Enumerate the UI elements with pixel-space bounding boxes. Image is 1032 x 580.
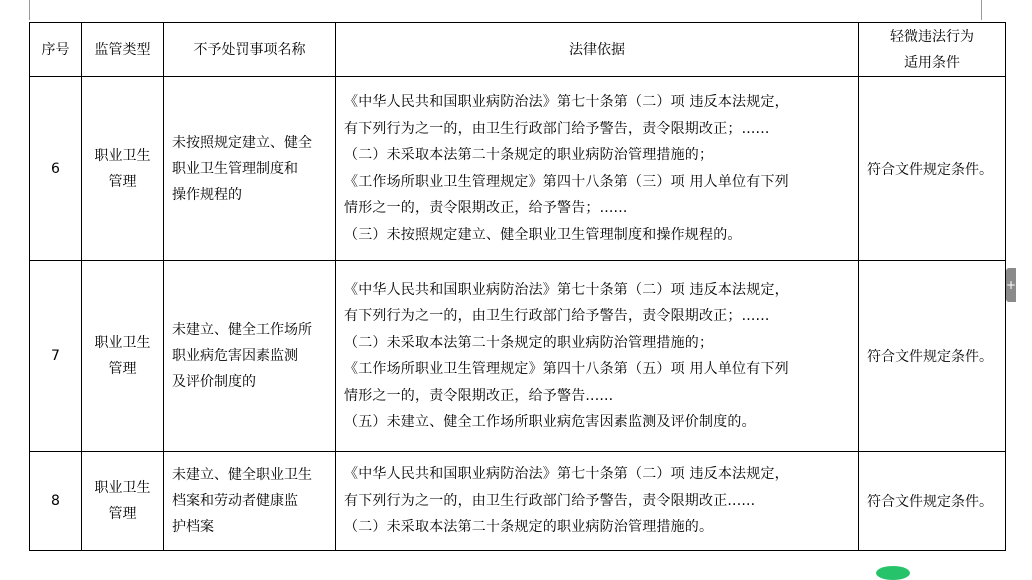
row-legal-basis [336,77,859,261]
legal-basis-line: 有下列行为之一的，由卫生行政部门给予警告，责令限期改正；...... [344,308,770,324]
legal-basis-line: 有下列行为之一的，由卫生行政部门给予警告，责令限期改正...... [344,492,756,509]
header-category: 监管类型 [82,23,164,77]
item-name-line: 护档案 [172,519,214,535]
row-category [82,452,164,551]
legal-basis-line: 情形之一的，责令限期改正，给予警告；...... [344,200,628,216]
header-condition-line: 轻微违法行为 [890,28,974,45]
row-legal-basis [336,452,859,551]
row-number: 6 [30,77,82,261]
row-item-name [164,452,336,551]
category-line: 管理 [108,506,137,522]
plus-icon: + [1006,278,1017,292]
category-line: 管理 [108,173,137,190]
side-expand-tab[interactable] [1006,268,1016,302]
page-corner-mark-left [29,0,30,20]
legal-basis-line: 《中华人民共和国职业病防治法》第七十条第（二）项 违反本法规定， [344,281,789,298]
legal-basis-line: 《工作场所职业卫生管理规定》第四十八条第（五）项 用人单位有下列 [344,361,789,377]
legal-basis-line: （三）未按照规定建立、健全职业卫生管理制度和操作规程的。 [344,226,742,243]
row-condition: 符合文件规定条件。 [859,77,1006,261]
category-line: 职业卫生 [94,480,151,496]
header-condition [859,23,1006,77]
legal-basis-line: 《中华人民共和国职业病防治法》第七十条第（二）项 违反本法规定， [344,466,789,483]
header-legal-basis: 法律依据 [336,23,859,77]
table-row [30,452,1006,551]
table-row [30,261,1006,452]
row-condition: 符合文件规定条件。 [859,261,1006,452]
table-header-row [30,23,1006,77]
header-item-name: 不予处罚事项名称 [164,23,336,77]
category-line: 管理 [108,361,137,377]
item-name-line: 职业病危害因素监测 [172,348,298,364]
category-line: 职业卫生 [94,147,151,164]
item-name-line: 职业卫生管理制度和 [172,160,298,177]
header-condition-line: 适用条件 [904,54,960,71]
item-name-line: 操作规程的 [172,186,242,203]
row-category [82,261,164,452]
row-category [82,77,164,261]
legal-basis-line: 情形之一的，责令限期改正，给予警告...... [344,387,614,404]
item-name-line: 未按照规定建立、健全 [172,134,312,151]
item-name-line: 未建立、健全工作场所 [172,322,312,338]
row-legal-basis [336,261,859,452]
item-name-line: 未建立、健全职业卫生 [172,467,312,483]
row-item-name [164,77,336,261]
legal-basis-line: 《中华人民共和国职业病防治法》第七十条第（二）项 违反本法规定， [344,94,789,110]
table-row [30,77,1006,261]
category-line: 职业卫生 [94,335,151,351]
header-no: 序号 [30,23,82,77]
row-item-name [164,261,336,452]
floating-widget-edge[interactable] [876,566,910,580]
row-number: 8 [30,452,82,551]
legal-basis-line: 《工作场所职业卫生管理规定》第四十八条第（三）项 用人单位有下列 [344,173,789,190]
row-condition: 符合文件规定条件。 [859,452,1006,551]
page-corner-mark-right [981,0,982,20]
legal-basis-line: （五）未建立、健全工作场所职业病危害因素监测及评价制度的。 [344,414,756,430]
row-number: 7 [30,261,82,452]
item-name-line: 档案和劳动者健康监 [172,493,298,509]
item-name-line: 及评价制度的 [172,374,256,390]
legal-basis-line: 有下列行为之一的，由卫生行政部门给予警告，责令限期改正；...... [344,120,770,137]
legal-basis-line: （二）未采取本法第二十条规定的职业病防治管理措施的； [344,147,714,163]
legal-basis-line: （二）未采取本法第二十条规定的职业病防治管理措施的。 [344,519,714,536]
legal-basis-line: （二）未采取本法第二十条规定的职业病防治管理措施的； [344,334,714,351]
penalty-exemption-table [29,22,1006,551]
